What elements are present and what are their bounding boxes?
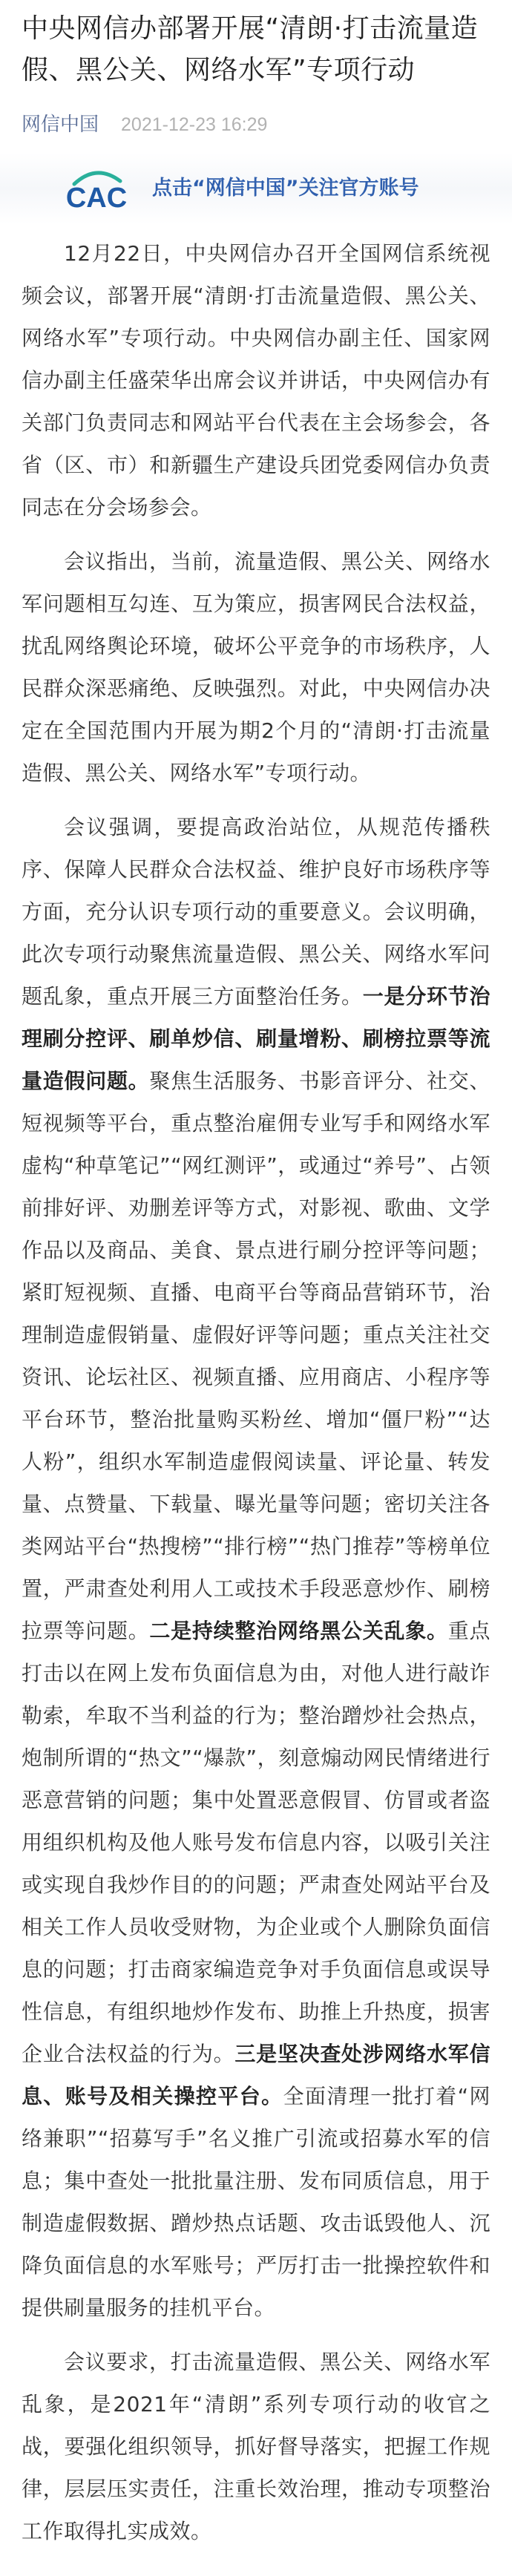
paragraph-text: 全面清理一批打着“网络兼职”“招募写手”名义推广引流或招募水军的信息；集中查处一批批量注册、发布同质信息，用于制造虚假数据、蹭炒热点话题、攻击诋毁他人、沉降负面信息的水军账号；严厉打击一批操控软件和提供刷量服务的挂机平台。 (22, 2084, 490, 2320)
paragraph-text: 会议强调，要提高政治站位，从规范传播秩序、保障人民群众合法权益、维护良好市场秩序等方面，充分认识专项行动的重要意义。会议明确，此次专项行动聚焦流量造假、黑公关、网络水军问题乱象，重点开展三方面整治任务。 (22, 815, 490, 1009)
follow-account-banner[interactable] (0, 153, 512, 224)
task-three-heading: 三是坚决查处涉网络水军信息、账号及相关操控平台。 (22, 2042, 490, 2108)
follow-banner-text[interactable]: 点击“网信中国”关注官方账号 (152, 177, 419, 200)
task-two-heading: 二是持续整治网络黑公关乱象。 (149, 1619, 448, 1643)
paragraph-3 (22, 806, 490, 2329)
paragraph-text: 重点打击以在网上发布负面信息为由，对他人进行敲诈勒索，牟取不当利益的行为；整治蹭炒社会热点，炮制所谓的“热文”“爆款”，刻意煽动网民情绪进行恶意营销的问题；集中处置恶意假冒、仿冒或者盗用组织机构及他人账号发布信息内容，以吸引关注或实现自我炒作目的的问题；严肃查处网站平台及相关工作人员收受财物，为企业或个人删除负面信息的问题；打击商家编造竞争对手负面信息或误导性信息，有组织地炒作发布、助推上升热度，损害企业合法权益的行为。 (22, 1619, 490, 2066)
paragraph-4: 会议要求，打击流量造假、黑公关、网络水军乱象，是2021年“清朗”系列专项行动的收官之战，要强化组织领导，抓好督导落实，把握工作规律，层层压实责任，注重长效治理，推动专项整治工作取得扎实成效。 (22, 2350, 490, 2543)
article-title: 中央网信办部署开展“清朗·打击流量造假、黑公关、网络水军”专项行动 (22, 13, 479, 85)
logo-letters: CAC (65, 183, 128, 212)
paragraph-1: 12月22日，中央网信办召开全国网信系统视频会议，部署开展“清朗·打击流量造假、黑公关、网络水军”专项行动。中央网信办副主任、国家网信办副主任盛荣华出席会议并讲话，中央网信办有关部门负责同志和网站平台代表在主会场参会，各省（区、市）和新疆生产建设兵团党委网信办负责同志在分会场参会。 (22, 241, 490, 520)
article-meta (0, 111, 512, 138)
account-name-link[interactable]: 网信中国 (22, 114, 99, 136)
paragraph-2: 会议指出，当前，流量造假、黑公关、网络水军问题相互勾连、互为策应，损害网民合法权益，扰乱网络舆论环境，破坏公平竞争的市场秩序，人民群众深恶痛绝、反映强烈。对此，中央网信办决定在全国范围内开展为期2个月的“清朗·打击流量造假、黑公关、网络水军”专项行动。 (22, 549, 490, 785)
cac-logo-icon (62, 165, 131, 212)
article-body (0, 224, 512, 2552)
paragraph-text: 聚焦生活服务、书影音评分、社交、短视频等平台，重点整治雇佣专业写手和网络水军虚构“种草笔记”“网红测评”，或通过“养号”、占领前排好评、劝删差评等方式，对影视、歌曲、文学作品以及商品、美食、景点进行刷分控评等问题；紧盯短视频、直播、电商平台等商品营销环节，治理制造虚假销量、虚假好评等问题；重点关注社交资讯、论坛社区、视频直播、应用商店、小程序等平台环节，整治批量购买粉丝、增加“僵尸粉”“达人粉”，组织水军制造虚假阅读量、评论量、转发量、点赞量、下载量、曝光量等问题；密切关注各类网站平台“热搜榜”“排行榜”“热门推荐”等榜单位置，严肃查处利用人工或技术手段恶意炒作、刷榜拉票等问题。 (22, 1069, 490, 1643)
task-one-heading: 一是分环节治理刷分控评、刷单炒信、刷量增粉、刷榜拉票等流量造假问题。 (22, 984, 490, 1093)
publish-time: 2021-12-23 16:29 (121, 114, 268, 135)
